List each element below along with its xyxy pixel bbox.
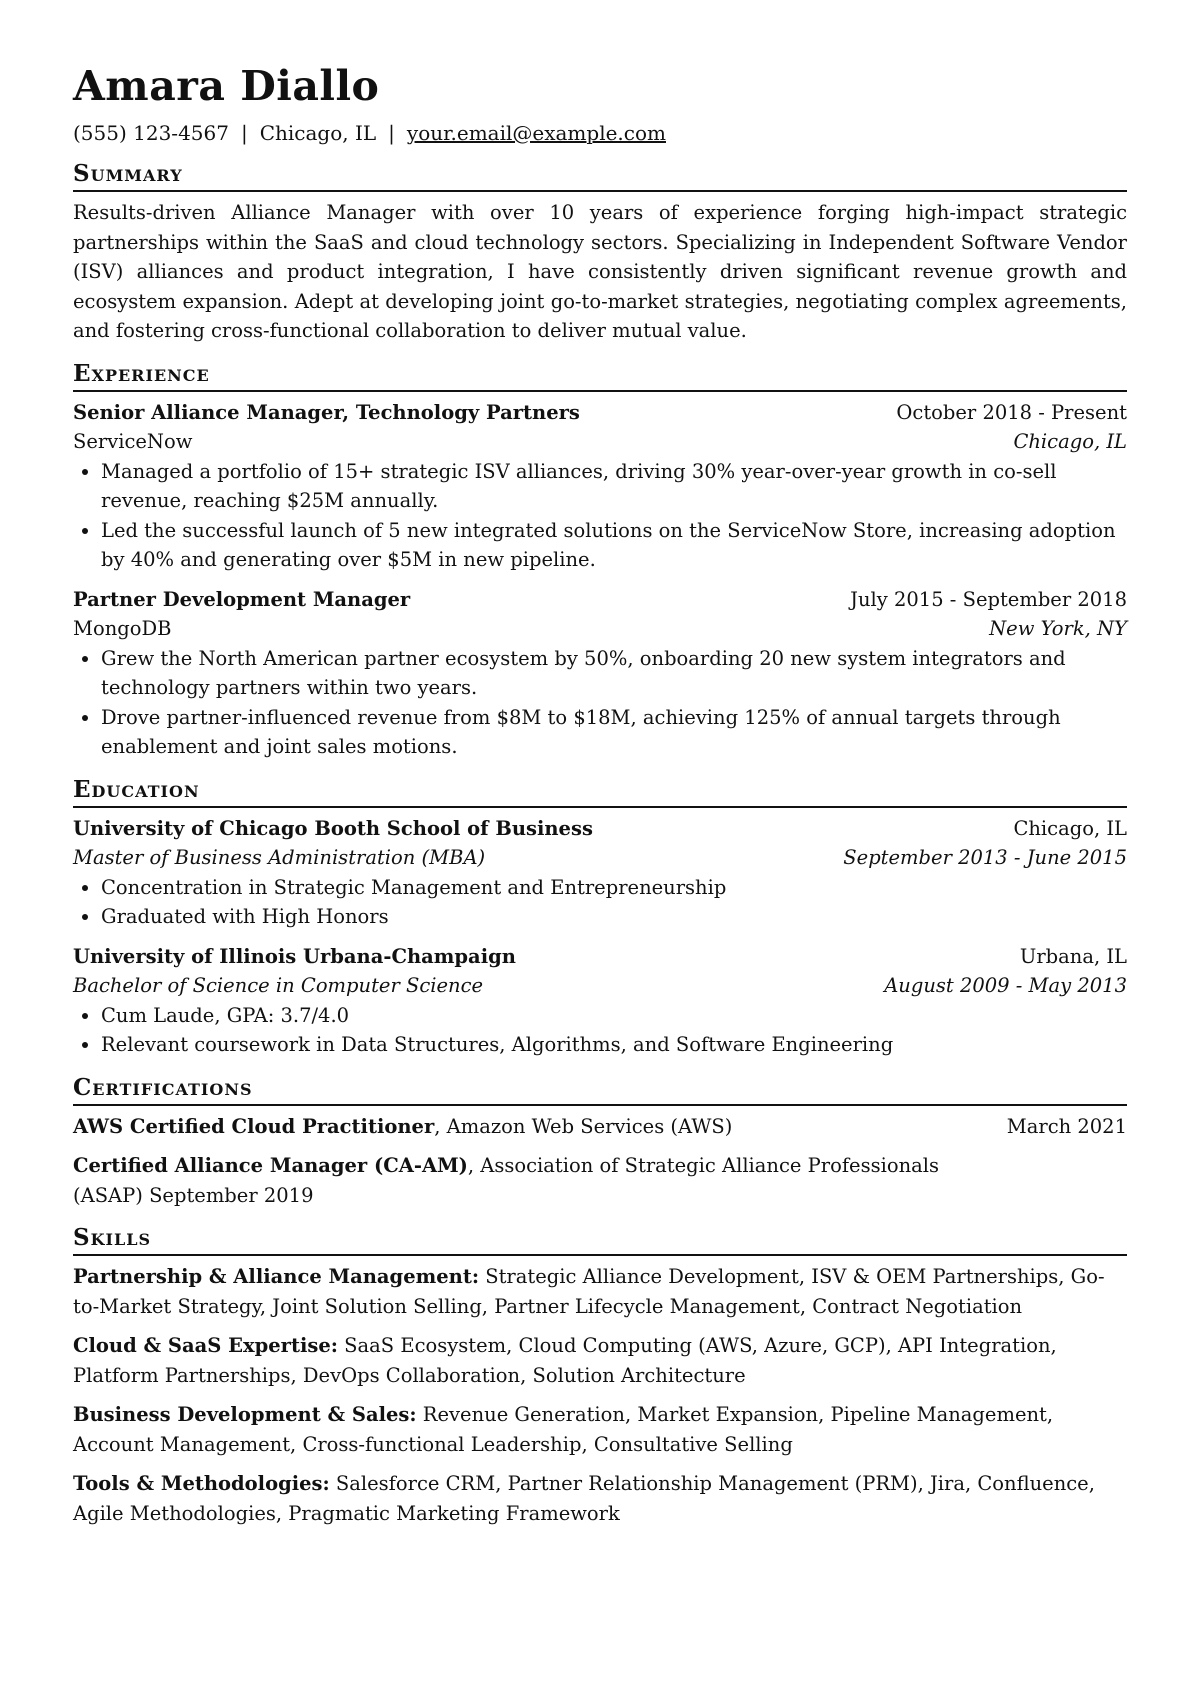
experience-section <box>73 360 1127 762</box>
school-name: University of Chicago Booth School of Business <box>73 816 593 840</box>
location: Chicago, IL <box>259 121 377 145</box>
skill-group <box>73 1469 1127 1528</box>
resume-page <box>73 58 1127 1538</box>
certification-date: September 2019 <box>149 1183 314 1207</box>
education-bullets <box>73 873 1127 932</box>
skill-group-text: SaaS Ecosystem, Cloud Computing (AWS, Azure, GCP), API Integration, Platform Partnerships, DevOps Collaboration, Solution Architecture <box>73 1334 1057 1387</box>
job-dates: October 2018 - Present <box>896 400 1127 424</box>
certifications-section <box>73 1074 1127 1211</box>
skill-group-text: Salesforce CRM, Partner Relationship Management (PRM), Jira, Confluence, Agile Methodologies, Pragmatic Marketing Framework <box>73 1472 1095 1525</box>
section-title-skills: Skills <box>73 1224 1127 1256</box>
list-item: • Graduated with High Honors <box>101 902 1127 932</box>
education-dates: August 2009 - May 2013 <box>884 974 1127 997</box>
job-dates: July 2015 - September 2018 <box>850 587 1127 611</box>
contact-line <box>73 120 1127 146</box>
certification-item <box>73 1151 1127 1210</box>
section-title-summary: Summary <box>73 160 1127 192</box>
skill-group <box>73 1400 1127 1459</box>
education-bullets <box>73 1001 1127 1060</box>
job-entry <box>73 398 1127 575</box>
skills-section <box>73 1224 1127 1528</box>
job-bullets <box>73 644 1127 762</box>
school-location: Chicago, IL <box>1013 816 1127 840</box>
skill-group-label: Cloud & SaaS Expertise: <box>73 1334 338 1357</box>
summary-section <box>73 160 1127 346</box>
school-name: University of Illinois Urbana-Champaign <box>73 944 516 968</box>
certification-date: March 2021 <box>1006 1114 1127 1138</box>
section-title-education: Education <box>73 776 1127 808</box>
job-location: New York, NY <box>989 617 1127 640</box>
list-item: • Led the successful launch of 5 new integrated solutions on the ServiceNow Store, increasing adoption by 40% and generating over $5M in new pipeline. <box>101 516 1127 575</box>
certification-name: AWS Certified Cloud Practitioner <box>73 1114 435 1138</box>
certification-item <box>73 1112 1127 1142</box>
certification-issuer: , Amazon Web Services (AWS) <box>434 1114 733 1138</box>
job-role: Senior Alliance Manager, Technology Partners <box>73 400 580 424</box>
list-item: • Drove partner-influenced revenue from $8M to $18M, achieving 125% of annual targets through enablement and joint sales motions. <box>101 703 1127 762</box>
candidate-name: Amara Diallo <box>73 62 380 110</box>
phone: (555) 123-4567 <box>73 121 229 145</box>
job-entry <box>73 585 1127 762</box>
list-item: • Cum Laude, GPA: 3.7/4.0 <box>101 1001 1127 1031</box>
skill-group <box>73 1262 1127 1321</box>
education-section <box>73 776 1127 1060</box>
job-company: MongoDB <box>73 617 172 640</box>
summary-text: Results-driven Alliance Manager with over 10 years of experience forging high-impact strategic partnerships within the SaaS and cloud technology sectors. Specializing in Independent Software Vendor (ISV) alliances and product integration, I have consistently driven significant revenue growth and ecosystem expansion. Adept at developing joint go-to-market strategies, negotiating complex agreements, and fostering cross-functional collaboration to deliver mutual value. <box>73 201 1127 342</box>
contact-separator: | <box>240 121 248 145</box>
list-item: • Relevant coursework in Data Structures, Algorithms, and Software Engineering <box>101 1030 1127 1060</box>
skill-group-text: Revenue Generation, Market Expansion, Pipeline Management, Account Management, Cross-functional Leadership, Consultative Selling <box>73 1403 1054 1456</box>
skill-group-text: Strategic Alliance Development, ISV & OEM Partnerships, Go-to-Market Strategy, Joint Solution Selling, Partner Lifecycle Management, Contract Negotiation <box>73 1265 1105 1318</box>
contact-separator: | <box>388 121 395 145</box>
degree: Bachelor of Science in Computer Science <box>73 974 484 997</box>
job-company: ServiceNow <box>73 430 193 453</box>
section-title-certifications: Certifications <box>73 1074 1127 1106</box>
list-item: • Grew the North American partner ecosystem by 50%, onboarding 20 new system integrators and technology partners within two years. <box>101 644 1127 703</box>
degree: Master of Business Administration (MBA) <box>73 846 486 869</box>
skill-group <box>73 1331 1127 1390</box>
job-bullets <box>73 457 1127 575</box>
school-location: Urbana, IL <box>1019 944 1127 968</box>
job-role: Partner Development Manager <box>73 587 411 611</box>
email-link[interactable]: your.email@example.com <box>406 121 666 145</box>
education-dates: September 2013 - June 2015 <box>843 846 1127 869</box>
skill-group-label: Partnership & Alliance Management: <box>73 1265 480 1288</box>
skill-group-label: Business Development & Sales: <box>73 1403 417 1426</box>
section-title-experience: Experience <box>73 360 1127 392</box>
certification-name: Certified Alliance Manager (CA-AM) <box>73 1154 468 1177</box>
list-item: • Managed a portfolio of 15+ strategic ISV alliances, driving 30% year-over-year growth in co-sell revenue, reaching $25M annually. <box>101 457 1127 516</box>
education-entry <box>73 942 1127 1060</box>
list-item: • Concentration in Strategic Management and Entrepreneurship <box>101 873 1127 903</box>
education-entry <box>73 814 1127 932</box>
certification-issuer: , Association of Strategic Alliance Professionals (ASAP) <box>73 1154 940 1207</box>
skill-group-label: Tools & Methodologies: <box>73 1472 330 1495</box>
job-location: Chicago, IL <box>1013 430 1127 453</box>
